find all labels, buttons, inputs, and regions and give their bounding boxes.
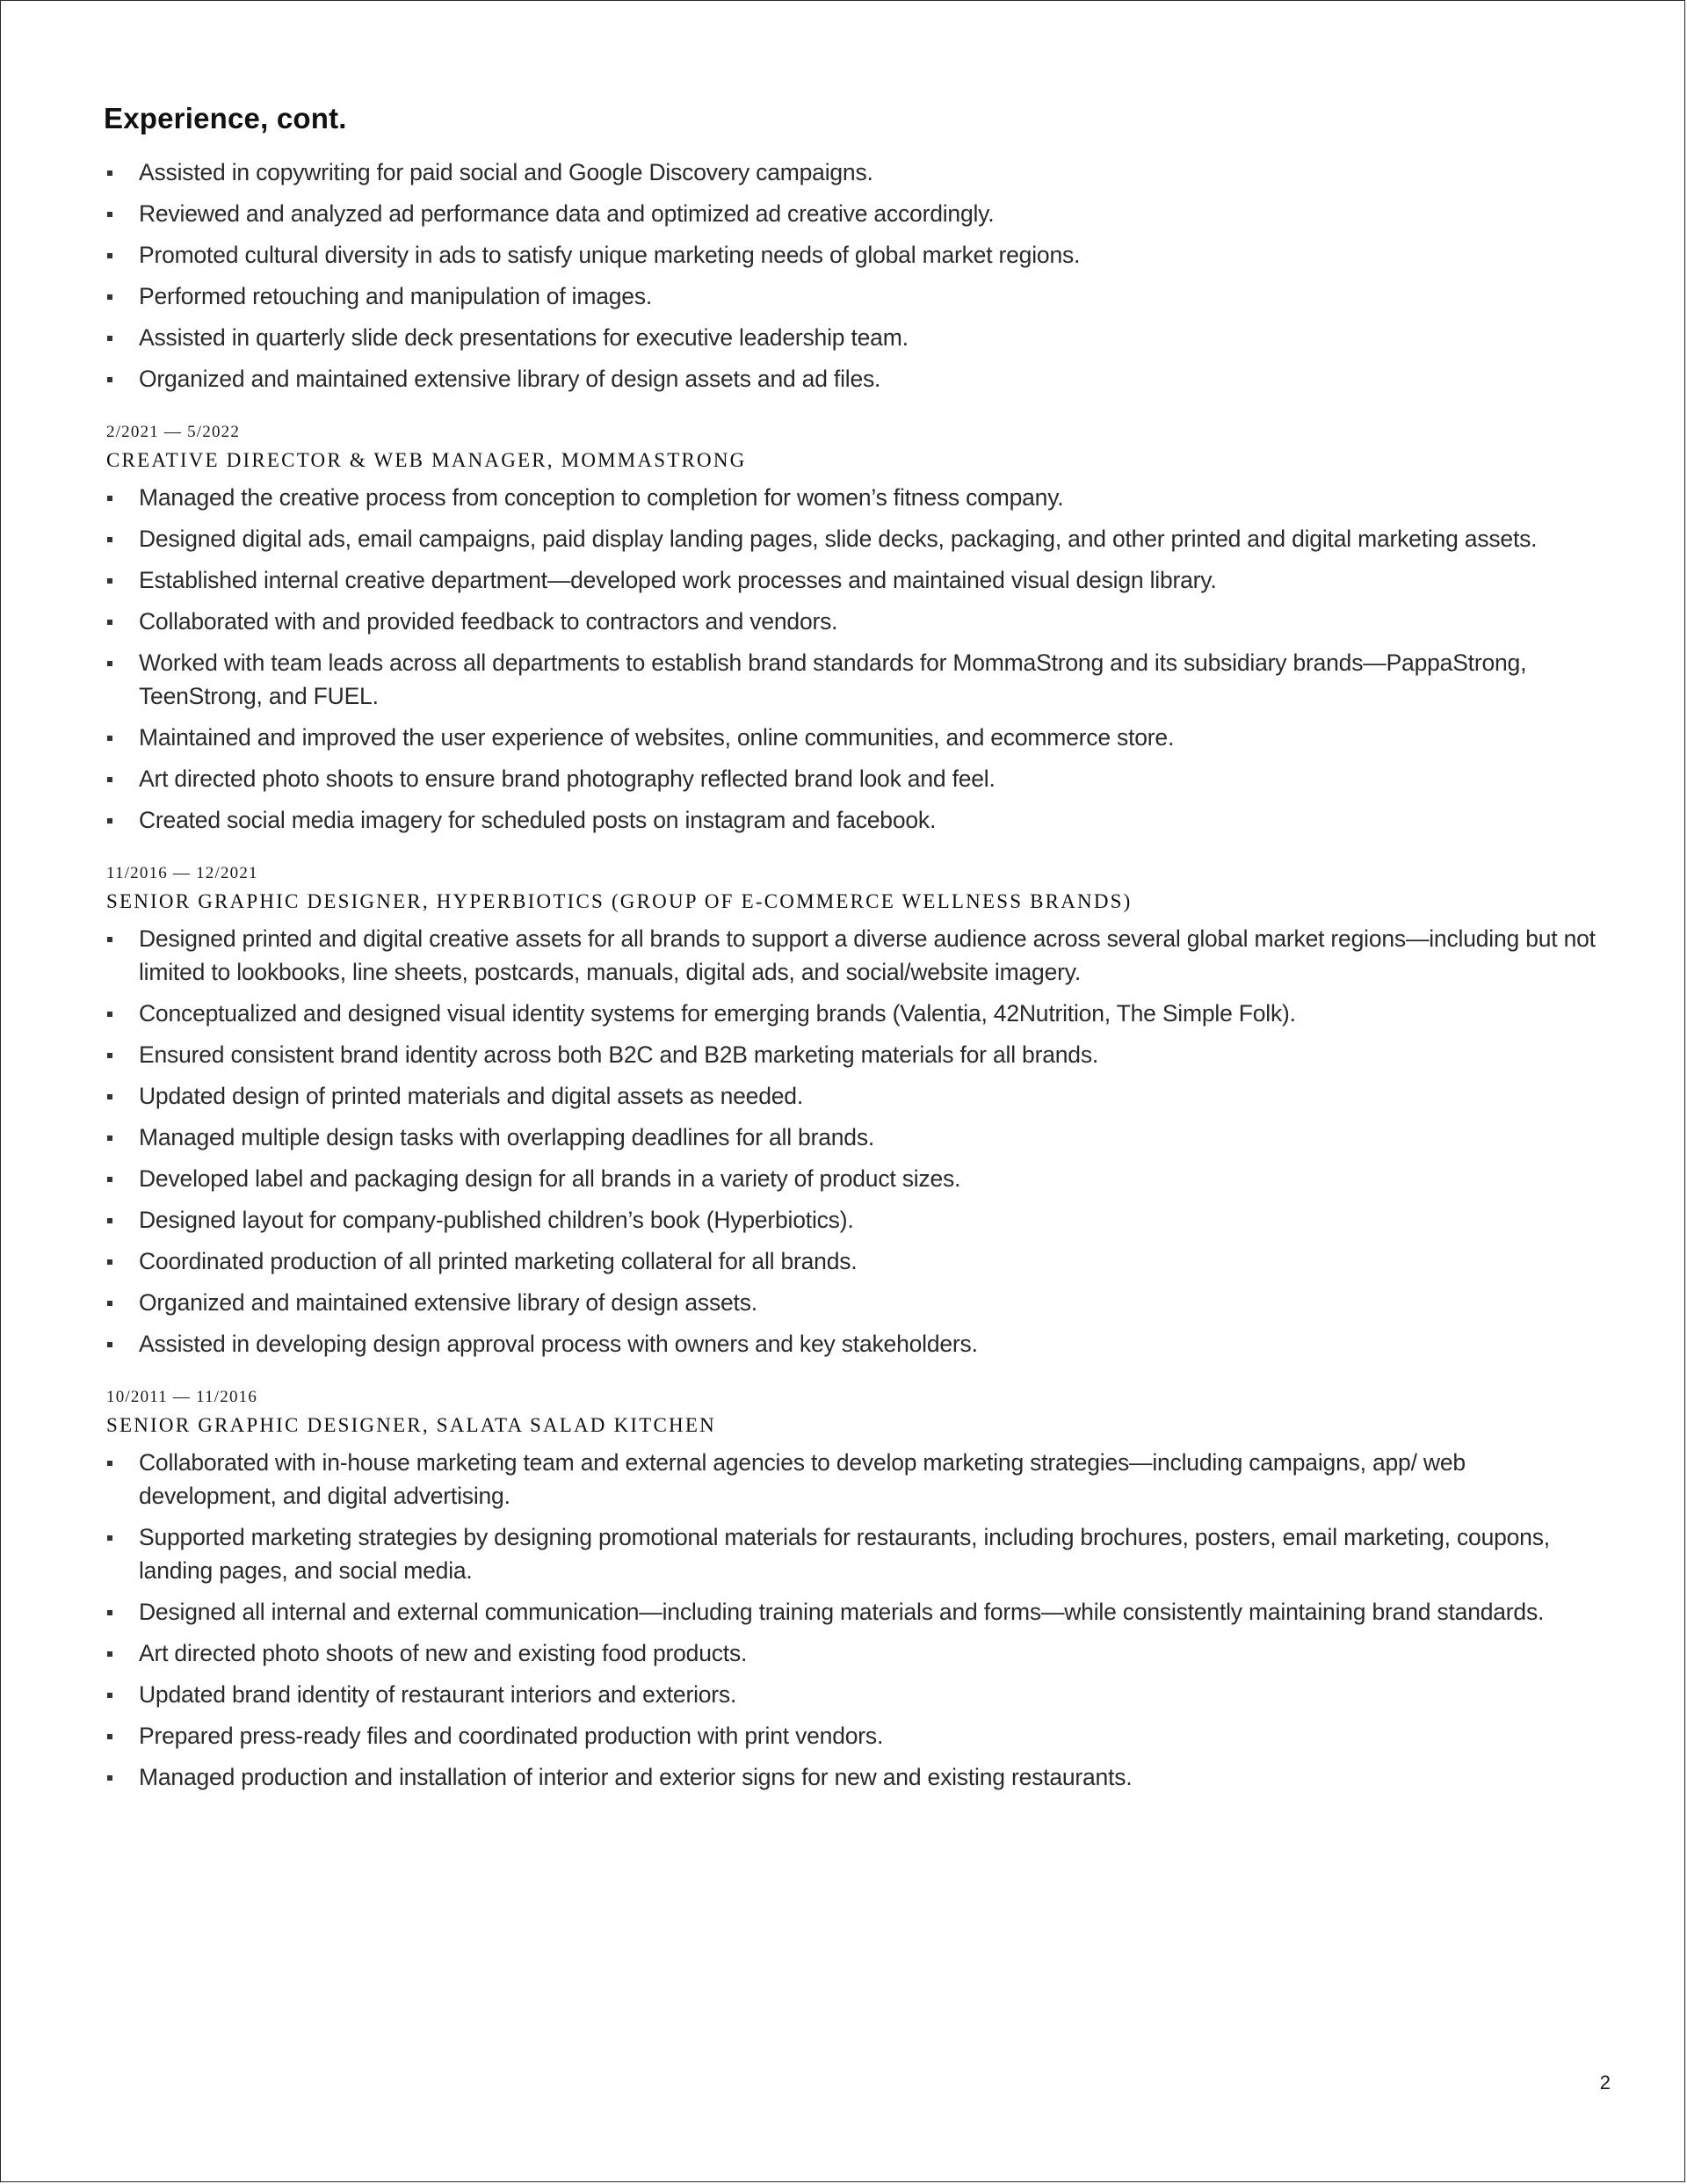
list-item	[104, 1244, 1597, 1278]
bullet-text: Promoted cultural diversity in ads to satisfy unique marketing needs of global market regions.	[139, 242, 1081, 268]
bullet-icon	[107, 1053, 112, 1058]
list-item	[104, 762, 1597, 795]
page-number: 2	[1599, 2072, 1611, 2093]
list-item	[104, 922, 1597, 989]
bullet-text: Collaborated with in-house marketing team and external agencies to develop marketing strategies—including campaigns, app/ web development, and digital advertising.	[139, 1449, 1466, 1509]
list-item	[104, 646, 1597, 713]
job-title: CREATIVE DIRECTOR & WEB MANAGER, MOMMASTRONG	[106, 449, 747, 471]
bullet-text: Assisted in developing design approval process with owners and key stakeholders.	[139, 1331, 978, 1357]
bullet-text: Reviewed and analyzed ad performance data and optimized ad creative accordingly.	[139, 200, 995, 227]
bullet-icon	[107, 1461, 112, 1466]
job-title: SENIOR GRAPHIC DESIGNER, SALATA SALAD KITCHEN	[106, 1414, 716, 1436]
job-dates: 2/2021 — 5/2022	[106, 423, 241, 441]
bullet-text: Designed printed and digital creative assets for all brands to support a diverse audience across several global market regions—including but not limited to lookbooks, line sheets, postcards, manuals, digital ads, and social/website imagery.	[139, 925, 1596, 985]
section-title: Experience, cont.	[104, 102, 347, 134]
bullet-icon	[107, 537, 112, 542]
bullet-icon	[107, 736, 112, 741]
bullet-text: Updated design of printed materials and digital assets as needed.	[139, 1083, 803, 1109]
bullet-icon	[107, 777, 112, 782]
bullet-icon	[107, 620, 112, 625]
bullet-icon	[107, 1693, 112, 1698]
job-bullet-list	[104, 922, 1597, 1360]
list-item	[104, 1595, 1597, 1629]
bullet-icon	[107, 1651, 112, 1657]
bullet-text: Organized and maintained extensive library of design assets and ad files.	[139, 366, 881, 392]
list-item	[104, 1446, 1597, 1513]
bullet-text: Ensured consistent brand identity across both B2C and B2B marketing materials for all brands.	[139, 1041, 1099, 1068]
job-dates: 10/2011 — 11/2016	[106, 1388, 258, 1406]
bullet-text: Designed digital ads, email campaigns, paid display landing pages, slide decks, packaging, and other printed and digital marketing assets.	[139, 526, 1538, 552]
list-item	[104, 1203, 1597, 1237]
bullet-text: Designed layout for company-published children’s book (Hyperbiotics).	[139, 1207, 854, 1233]
list-item	[104, 1038, 1597, 1071]
bullet-icon	[107, 1094, 112, 1099]
bullet-text: Managed production and installation of interior and exterior signs for new and existing restaurants.	[139, 1764, 1133, 1790]
list-item	[104, 362, 1597, 395]
bullet-text: Coordinated production of all printed marketing collateral for all brands.	[139, 1248, 858, 1274]
list-item	[104, 156, 1597, 189]
bullet-text: Art directed photo shoots of new and existing food products.	[139, 1640, 748, 1666]
bullet-icon	[107, 1775, 112, 1781]
bullet-icon	[107, 171, 112, 176]
bullet-text: Created social media imagery for scheduled posts on instagram and facebook.	[139, 807, 937, 833]
bullet-icon	[107, 1259, 112, 1265]
job-salata	[104, 1387, 1597, 1794]
bullet-text: Managed the creative process from conception to completion for women’s fitness company.	[139, 484, 1064, 511]
bullet-text: Supported marketing strategies by designing promotional materials for restaurants, including brochures, posters, email marketing, coupons, landing pages, and social media.	[139, 1524, 1550, 1584]
bullet-text: Assisted in quarterly slide deck presentations for executive leadership team.	[139, 324, 909, 351]
list-item	[104, 238, 1597, 272]
list-item	[104, 605, 1597, 638]
list-item	[104, 1286, 1597, 1319]
bullet-icon	[107, 578, 112, 584]
bullet-text: Updated brand identity of restaurant interiors and exteriors.	[139, 1681, 737, 1708]
bullet-icon	[107, 1535, 112, 1541]
list-item	[104, 279, 1597, 313]
bullet-icon	[107, 937, 112, 942]
list-item	[104, 1162, 1597, 1195]
job-bullet-list	[104, 1446, 1597, 1794]
bullet-text: Performed retouching and manipulation of images.	[139, 283, 653, 309]
bullet-icon	[107, 661, 112, 666]
bullet-text: Prepared press-ready files and coordinated production with print vendors.	[139, 1723, 884, 1749]
list-item	[104, 1079, 1597, 1113]
job-dates: 11/2016 — 12/2021	[106, 864, 258, 882]
list-item	[104, 1678, 1597, 1711]
bullet-icon	[107, 1610, 112, 1615]
bullet-icon	[107, 496, 112, 501]
list-item	[104, 563, 1597, 597]
bullet-text: Managed multiple design tasks with overlapping deadlines for all brands.	[139, 1124, 875, 1150]
bullet-icon	[107, 294, 112, 300]
bullet-text: Maintained and improved the user experience of websites, online communities, and ecommerce store.	[139, 724, 1175, 751]
bullet-icon	[107, 1734, 112, 1739]
bullet-text: Developed label and packaging design for all brands in a variety of product sizes.	[139, 1165, 961, 1192]
list-item	[104, 197, 1597, 230]
job-bullet-list	[104, 481, 1597, 837]
bullet-icon	[107, 212, 112, 217]
bullet-text: Established internal creative department—developed work processes and maintained visual design library.	[139, 567, 1217, 593]
bullet-text: Conceptualized and designed visual identity systems for emerging brands (Valentia, 42Nutrition, The Simple Folk).	[139, 1000, 1296, 1027]
job-mommastrong	[104, 422, 1597, 837]
bullet-icon	[107, 1301, 112, 1306]
bullet-text: Assisted in copywriting for paid social and Google Discovery campaigns.	[139, 159, 873, 185]
intro-bullet-list	[104, 156, 1597, 395]
bullet-text: Collaborated with and provided feedback to contractors and vendors.	[139, 608, 838, 635]
bullet-text: Worked with team leads across all departments to establish brand standards for MommaStrong and its subsidiary brands—PappaStrong, TeenStrong, and FUEL.	[139, 649, 1527, 709]
list-item	[104, 803, 1597, 837]
bullet-icon	[107, 253, 112, 258]
bullet-text: Art directed photo shoots to ensure brand photography reflected brand look and feel.	[139, 765, 996, 792]
list-item	[104, 481, 1597, 514]
list-item	[104, 1636, 1597, 1670]
bullet-icon	[107, 377, 112, 382]
list-item	[104, 522, 1597, 555]
list-item	[104, 1719, 1597, 1752]
job-title: SENIOR GRAPHIC DESIGNER, HYPERBIOTICS (GROUP OF E-COMMERCE WELLNESS BRANDS)	[106, 890, 1133, 912]
job-hyperbiotics	[104, 863, 1597, 1360]
list-item	[104, 1520, 1597, 1587]
bullet-text: Organized and maintained extensive library of design assets.	[139, 1289, 757, 1316]
bullet-icon	[107, 1342, 112, 1347]
bullet-icon	[107, 336, 112, 341]
list-item	[104, 321, 1597, 354]
list-item	[104, 1327, 1597, 1360]
bullet-icon	[107, 1136, 112, 1141]
list-item	[104, 721, 1597, 754]
bullet-icon	[107, 1012, 112, 1017]
list-item	[104, 1760, 1597, 1794]
page-content	[104, 99, 1597, 1802]
list-item	[104, 997, 1597, 1030]
bullet-text: Designed all internal and external communication—including training materials and forms—while consistently maintaining brand standards.	[139, 1599, 1545, 1625]
bullet-icon	[107, 1177, 112, 1182]
bullet-icon	[107, 1218, 112, 1223]
list-item	[104, 1121, 1597, 1154]
bullet-icon	[107, 818, 112, 824]
